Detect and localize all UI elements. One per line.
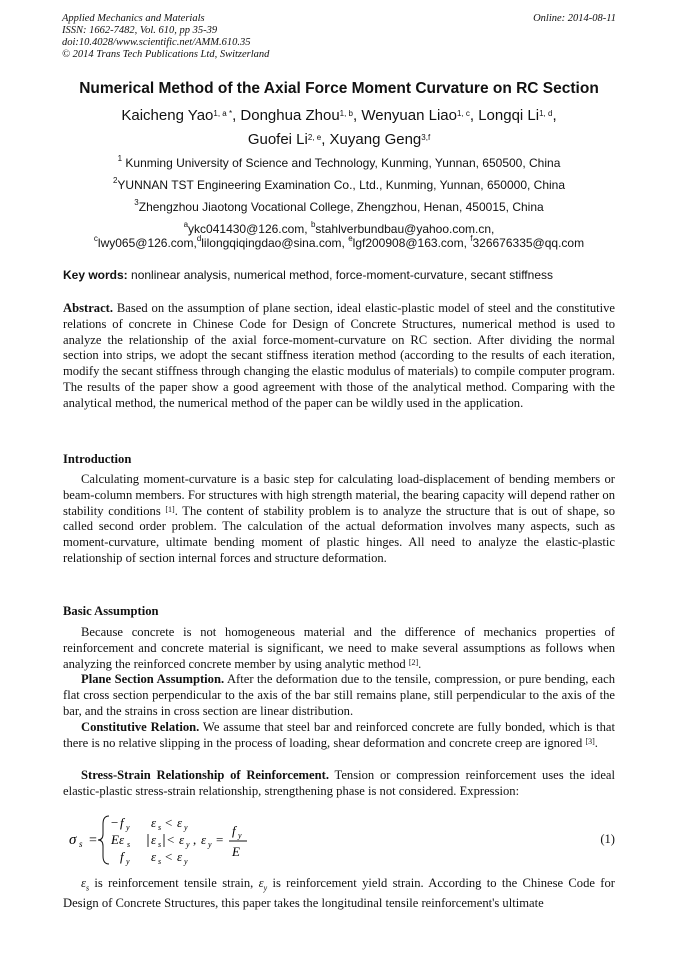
section-heading-introduction: Introduction (63, 452, 132, 466)
citation-ref[interactable]: [1] (165, 504, 175, 514)
svg-text:y: y (184, 857, 188, 866)
author-affil-mark: 3,f (421, 133, 431, 142)
author-list (40, 104, 638, 152)
email-address[interactable]: ykc041430@126.com, (188, 222, 311, 236)
email-line-2 (20, 236, 658, 250)
section-heading-basic-assumption: Basic Assumption (63, 604, 159, 618)
paragraph-text: Calculating moment-curvature is a basic step for calculating load-displacement of bending members or beam-column members. For structures with high strength material, the bearing capacity will depend rather on stability conditions (63, 472, 615, 518)
paragraph-label: Plane Section Assumption. (81, 672, 225, 686)
affiliation-mark: 1 (117, 154, 123, 163)
author-name: , Wenyuan Liao (353, 107, 457, 124)
citation-ref[interactable]: [2] (408, 657, 419, 667)
author-affil-mark: 1, c (456, 109, 470, 118)
paragraph-text: . (594, 735, 598, 750)
author-line-2 (40, 128, 638, 152)
author-line-1 (40, 104, 638, 128)
author-name: Guofei Li (247, 131, 308, 148)
stress-strain-formula (63, 810, 363, 870)
author-affil-mark: 1, b (339, 109, 353, 118)
svg-text:ε: ε (201, 832, 207, 847)
svg-text:y: y (184, 823, 188, 832)
svg-text:s: s (158, 840, 162, 849)
svg-text:y: y (186, 840, 190, 849)
author-affil-mark: 2, e (307, 133, 322, 142)
email-address[interactable]: lwy065@126.com, (97, 236, 197, 250)
svg-text:ε: ε (179, 832, 185, 847)
epsilon-s-symbol: $\varepsilon_s$ (81, 876, 90, 893)
paragraph-text: is reinforcement tensile strain, (89, 876, 259, 890)
email-mark: b (310, 220, 316, 229)
constitutive-relation-paragraph (63, 720, 615, 752)
svg-text:ε: ε (151, 849, 157, 864)
paper-title: Numerical Method of the Axial Force Moment Curvature on RC Section (79, 80, 599, 97)
paragraph-text: is reinforcement yield strain. According to the Chinese Code for Design of Concrete Structures, this paper takes the longitudinal tensile reinforcement's ultimate (63, 876, 615, 911)
email-mark: f (470, 234, 473, 243)
email-mark: a (183, 220, 189, 229)
svg-text:y: y (208, 840, 212, 849)
svg-text:y: y (126, 857, 130, 866)
svg-text:s: s (79, 839, 83, 849)
basic-assumption-paragraph (63, 625, 615, 672)
paragraph-text: Tension or compression reinforcement uses the ideal elastic-plastic stress-strain relationship, strengthening phase is not considered. Expression: (63, 768, 616, 798)
svg-text:s: s (158, 823, 162, 832)
affiliation-3 (40, 200, 638, 214)
email-line-1 (40, 222, 638, 236)
author-name: , Longqi Li (469, 107, 540, 124)
introduction-paragraph (63, 472, 615, 567)
affiliation-mark: 2 (112, 176, 118, 185)
paragraph-text: We assume that steel bar and reinforced concrete are fully bonded, which is that there is no relative slipping in the process of loading, shear deformation and concrete creep are ignored (63, 720, 615, 750)
plane-section-paragraph (63, 672, 615, 719)
author-name: , Xuyang Geng (321, 131, 422, 148)
svg-text:ε: ε (151, 832, 157, 847)
svg-text:ε: ε (177, 849, 183, 864)
svg-text:E: E (232, 844, 240, 859)
svg-text:−: − (111, 815, 119, 830)
equation-number: (1) (600, 832, 615, 846)
paragraph-label: Constitutive Relation. (81, 720, 200, 734)
affiliation-text: Kunming University of Science and Technology, Kunming, Yunnan, 650500, China (122, 156, 561, 170)
svg-text:f: f (232, 823, 236, 838)
keywords-label: Key words: (63, 268, 128, 282)
paragraph-text: Because concrete is not homogeneous material and the difference of mechanics properties of reinforcement and concrete material is significant, we need to make several assumptions as follows when analyzing the reinforced concrete member by using analytic method (63, 625, 615, 671)
svg-text:<: < (165, 849, 173, 864)
svg-text:=: = (89, 833, 97, 848)
paragraph-label: Stress-Strain Relationship of Reinforcement. (81, 768, 329, 782)
copyright-line: © 2014 Trans Tech Publications Ltd, Switzerland (62, 49, 270, 60)
affiliation-1 (40, 156, 638, 170)
email-mark: d (196, 234, 202, 243)
email-mark: c (93, 234, 98, 243)
affiliation-mark: 3 (134, 198, 139, 207)
svg-text:s: s (127, 840, 131, 849)
keywords-text: nonlinear analysis, numerical method, force-moment-curvature, secant stiffness (127, 268, 553, 282)
paragraph-text: After the deformation due to the tensile, compression, or pure bending, each flat cross section perpendicular to the axis of the bar still remains plane, still perpendicular to the axis of the bar, and the strains in cross section are linear distribution. (63, 672, 615, 718)
svg-text:y: y (126, 823, 130, 832)
affiliation-2 (40, 178, 638, 192)
reinforcement-relationship-paragraph (63, 768, 615, 800)
epsilon-y-symbol: $\varepsilon_y$ (258, 876, 268, 893)
abstract-text: Based on the assumption of plane section, ideal elastic-plastic model of steel and the constitutive relations of concrete in Chinese Code for Design of Concrete Structures, numerical method is used to analyze the relationship of the axial force-moment-curvature on RC section. After dividing the normal section into strips, we adopt the secant stiffness iteration method (according to the results of each iteration, modify the secant stiffness through changing the elastic modulus of materials) to compile computer program. The results of the paper show a good agreement with those of the analytical method. Comparing with the analytical method, the numerical method of the paper can be wildly used in the application. (63, 301, 615, 410)
email-mark: e (348, 234, 353, 243)
abstract-label: Abstract. (63, 301, 114, 315)
svg-text:Eε: Eε (111, 832, 125, 847)
svg-text:σ: σ (69, 832, 77, 848)
online-date: Online: 2014-08-11 (533, 13, 616, 24)
svg-text:ε: ε (151, 815, 157, 830)
issn-line: ISSN: 1662-7482, Vol. 610, pp 35-39 (62, 25, 218, 36)
doi-line[interactable]: doi:10.4028/www.scientific.net/AMM.610.35 (62, 37, 251, 48)
svg-text:ε: ε (177, 815, 183, 830)
abstract (63, 301, 615, 412)
equation-1 (63, 810, 615, 870)
svg-text:f: f (120, 815, 124, 830)
email-address[interactable]: lilongqiqingdao@sina.com, (201, 236, 349, 250)
svg-text:s: s (158, 857, 162, 866)
keywords (63, 268, 616, 282)
author-name: Kaicheng Yao (121, 107, 214, 124)
email-address[interactable]: 326676335@qq.com (472, 236, 585, 250)
svg-text:=: = (216, 832, 224, 847)
paragraph-text: . The content of stability problem is to analyze the structure that is out of shape, so called second order problem. The calculation of the actual deformation involves many aspects, such as moment-curvature, ultimate bending moment of plastic hinges. All need to analyze the elastic-plastic relationship of section internal forces and structure deformation. (63, 503, 615, 565)
email-address[interactable]: stahlverbundbau@yahoo.com.cn, (315, 222, 495, 236)
author-name: , Donghua Zhou (232, 107, 340, 124)
paragraph-text: . (418, 656, 422, 671)
journal-header (62, 13, 616, 61)
author-separator: , (552, 107, 557, 124)
author-affil-mark: 1, a * (213, 109, 233, 118)
svg-text:,: , (193, 832, 197, 847)
svg-text:<: < (167, 832, 175, 847)
email-address[interactable]: lgf200908@163.com, (352, 236, 471, 250)
journal-name: Applied Mechanics and Materials (62, 13, 205, 24)
svg-text:f: f (120, 849, 124, 864)
author-affil-mark: 1, d (539, 109, 553, 118)
affiliation-text: Zhengzhou Jiaotong Vocational College, Zhengzhou, Henan, 450015, China (138, 200, 544, 214)
svg-text:<: < (165, 815, 173, 830)
strain-definition-paragraph (63, 876, 615, 912)
affiliation-text: YUNNAN TST Engineering Examination Co., Ltd., Kunming, Yunnan, 650000, China (117, 178, 566, 192)
citation-ref[interactable]: [3] (585, 736, 595, 746)
svg-text:y: y (238, 831, 242, 840)
